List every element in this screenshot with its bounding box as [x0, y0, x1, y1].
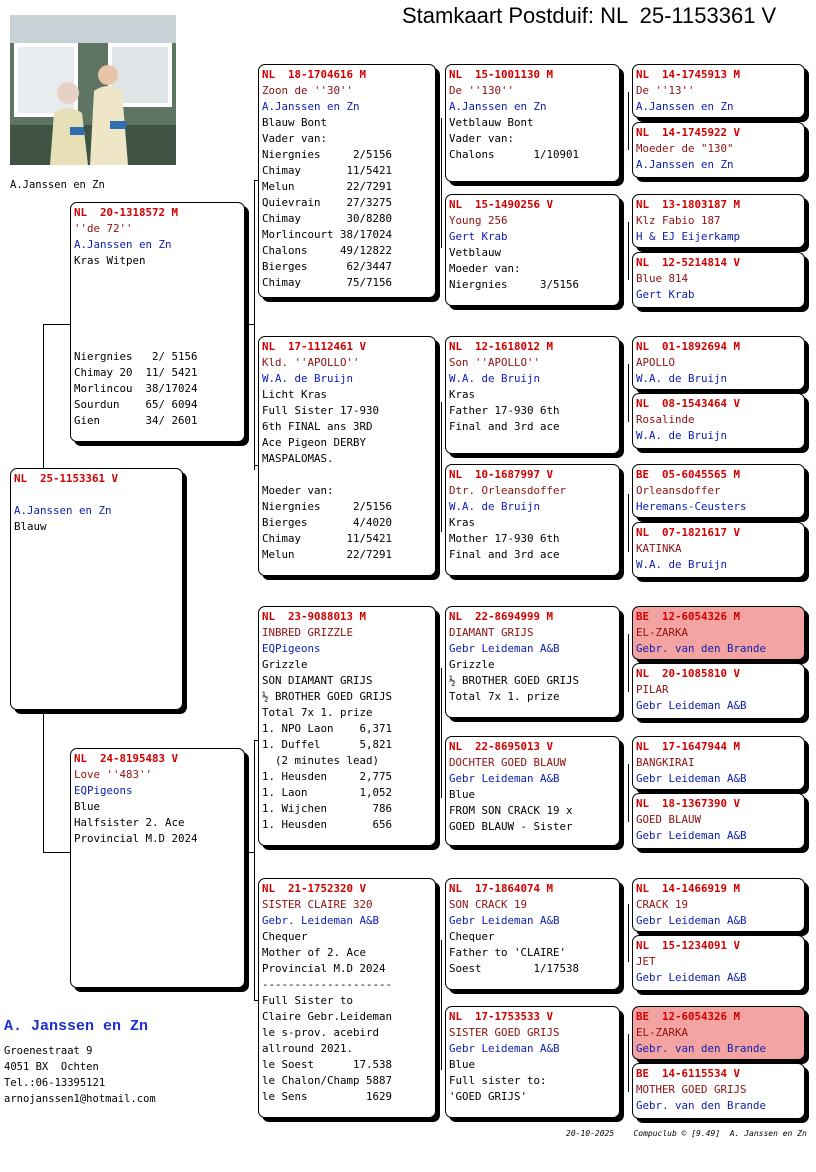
connector-line: [254, 180, 255, 470]
pigeon-info-line: 1. NPO Laon 6,371: [262, 722, 393, 735]
pigeon-name: De ''130'': [449, 84, 515, 97]
pigeon-name: Dtr. Orleansdoffer: [449, 484, 567, 497]
pigeon-info-line: Mother 17-930 6th: [449, 532, 560, 545]
pigeon-card-gg-12[interactable]: [632, 793, 805, 849]
pigeon-info-line: Father 17-930 6th: [449, 404, 560, 417]
pigeon-card-great-1[interactable]: [445, 64, 620, 182]
pigeon-info-line: 6th FINAL ans 3RD: [262, 420, 373, 433]
pigeon-info-line: Bierges 62/3447: [262, 260, 393, 273]
ring-number: NL 20-1085810 V: [636, 667, 741, 680]
pigeon-info-line: Melun 22/7291: [262, 180, 393, 193]
owner-email[interactable]: arnojanssen1@hotmail.com: [4, 1093, 156, 1105]
pigeon-info-line: MASPALOMAS.: [262, 452, 334, 465]
ring-number: NL 20-1318572 M: [74, 206, 179, 219]
connector-line: [43, 324, 71, 325]
pigeon-info-line: ½ BROTHER GOED GRIJS: [262, 690, 393, 703]
connector-line: [628, 92, 629, 150]
pigeon-name: KATINKA: [636, 542, 682, 555]
connector-line: [628, 634, 629, 692]
pigeon-info-line: Father to 'CLAIRE': [449, 946, 567, 959]
pigeon-name: APOLLO: [636, 356, 676, 369]
breeder-name: A.Janssen en Zn: [14, 504, 112, 517]
pigeon-info-line: Quievrain 27/3275: [262, 196, 393, 209]
pigeon-info-line: Halfsister 2. Ace: [74, 816, 185, 829]
pigeon-name: Love ''483'': [74, 768, 153, 781]
pigeon-name: Rosalinde: [636, 413, 695, 426]
ring-number: NL 14-1745922 V: [636, 126, 741, 139]
pigeon-name: JET: [636, 955, 656, 968]
pigeon-info-line: Chimay 11/5421: [262, 164, 393, 177]
pigeon-info-line: Kras: [449, 388, 476, 401]
pigeon-name: GOED BLAUW: [636, 813, 702, 826]
pigeon-card-gg-15[interactable]: [632, 1006, 805, 1060]
pigeon-name: CRACK 19: [636, 898, 689, 911]
connector-line: [247, 852, 255, 853]
connector-line: [628, 764, 629, 822]
pigeon-info-line: allround 2021.: [262, 1042, 354, 1055]
ring-number: NL 18-1367390 V: [636, 797, 741, 810]
ring-number: NL 17-1112461 V: [262, 340, 367, 353]
breeder-name: Gert Krab: [636, 288, 695, 301]
pigeon-name: SISTER CLAIRE 320: [262, 898, 373, 911]
ring-number: NL 24-8195483 V: [74, 752, 179, 765]
pigeon-card-gg-6[interactable]: [632, 393, 805, 449]
connector-line: [628, 222, 629, 280]
ring-number: NL 22-8695013 V: [449, 740, 554, 753]
pigeon-info-line: le Chalon/Champ 5887: [262, 1074, 393, 1087]
pigeon-name: ''de 72'': [74, 222, 133, 235]
pigeon-card-gg-4[interactable]: [632, 252, 805, 308]
pigeon-info-line: Chequer: [262, 930, 308, 943]
pigeon-info-line: Morlincourt 38/17024: [262, 228, 393, 241]
ring-number: NL 14-1745913 M: [636, 68, 741, 81]
pigeon-card-gg-3[interactable]: [632, 194, 805, 248]
pigeon-name: Kld. ''APOLLO'': [262, 356, 360, 369]
pigeon-card-dam-sire[interactable]: [258, 606, 436, 846]
pigeon-info-line: Vader van:: [262, 132, 328, 145]
ring-number: NL 17-1753533 V: [449, 1010, 554, 1023]
breeder-name: Gert Krab: [449, 230, 508, 243]
pigeon-info-line: Blue: [449, 1058, 476, 1071]
ring-number: NL 15-1234091 V: [636, 939, 741, 952]
pigeon-name: Klz Fabio 187: [636, 214, 721, 227]
pigeon-card-gg-2[interactable]: [632, 122, 805, 178]
pigeon-info-line: Blauw Bont: [262, 116, 328, 129]
pigeon-card-great-6[interactable]: [445, 736, 620, 846]
pigeon-info-line: Grizzle: [449, 658, 495, 671]
pigeon-info-line: Soest 1/17538: [449, 962, 580, 975]
ring-number: NL 14-1466919 M: [636, 882, 741, 895]
pigeon-name: DOCHTER GOED BLAUW: [449, 756, 567, 769]
pigeon-info-line: Final and 3rd ace: [449, 420, 560, 433]
pigeon-info-line: Mother of 2. Ace: [262, 946, 367, 959]
breeder-name: A.Janssen en Zn: [74, 238, 172, 251]
connector-line: [628, 904, 629, 962]
pigeon-card-gg-14[interactable]: [632, 935, 805, 991]
pigeon-info-line: Blauw: [14, 520, 47, 533]
pigeon-info-line: 1. Heusden 656: [262, 818, 393, 831]
owner-name: A. Janssen en Zn: [4, 1018, 149, 1035]
pigeon-card-gg-8[interactable]: [632, 522, 805, 578]
pigeon-card-sire-dam[interactable]: [258, 336, 436, 576]
pigeon-info-line: [14, 487, 179, 503]
pigeon-info-line: Ace Pigeon DERBY: [262, 436, 367, 449]
breeder-name: W.A. de Bruijn: [262, 372, 354, 385]
connector-line: [247, 324, 255, 325]
pigeon-info-line: 1. Heusden 2,775: [262, 770, 393, 783]
breeder-name: W.A. de Bruijn: [449, 500, 541, 513]
pigeon-card-gg-11[interactable]: [632, 736, 805, 790]
owner-city: 4051 BX Ochten: [4, 1061, 99, 1073]
pigeon-card-gg-5[interactable]: [632, 336, 805, 390]
pigeon-info-line: Chimay 30/8280: [262, 212, 393, 225]
pigeon-card-great-2[interactable]: [445, 194, 620, 306]
pigeon-info-line: Bierges 4/4020: [262, 516, 393, 529]
pigeon-card-gg-13[interactable]: [632, 878, 805, 932]
page-title: Stamkaart Postduif: NL 25-1153361 V: [402, 3, 777, 28]
pigeon-info-line: [262, 467, 432, 483]
pigeon-info-line: Niergnies 2/ 5156: [74, 350, 198, 363]
pigeon-info-line: Chimay 75/7156: [262, 276, 393, 289]
breeder-name: A.Janssen en Zn: [262, 100, 360, 113]
breeder-name: A.Janssen en Zn: [449, 100, 547, 113]
breeder-name: Heremans-Ceusters: [636, 500, 747, 513]
breeder-name: A.Janssen en Zn: [636, 100, 734, 113]
breeder-name: W.A. de Bruijn: [449, 372, 541, 385]
pigeon-info-line: Final and 3rd ace: [449, 548, 560, 561]
pigeon-info-line: Vader van:: [449, 132, 515, 145]
pigeon-info-line: Chimay 20 11/ 5421: [74, 366, 198, 379]
ring-number: NL 17-1864074 M: [449, 882, 554, 895]
pigeon-info-line: GOED BLAUW - Sister: [449, 820, 573, 833]
pigeon-card-great-4[interactable]: [445, 464, 620, 576]
breeder-name: W.A. de Bruijn: [636, 429, 728, 442]
pigeon-card-sire-sire[interactable]: [258, 64, 436, 298]
pigeon-info-line: 1. Duffel 5,821: [262, 738, 393, 751]
pigeon-name: Son ''APOLLO'': [449, 356, 541, 369]
ring-number: NL 18-1704616 M: [262, 68, 367, 81]
pigeon-info-line: le Soest 17.538: [262, 1058, 393, 1071]
ring-number: BE 14-6115534 V: [636, 1067, 741, 1080]
pigeon-info-line: Full sister to:: [449, 1074, 547, 1087]
pigeon-name: Young 256: [449, 214, 508, 227]
breeder-name: W.A. de Bruijn: [636, 372, 728, 385]
pigeon-info-line: 1. Laon 1,052: [262, 786, 393, 799]
owner-photo: [10, 15, 176, 165]
owner-street: Groenestraat 9: [4, 1045, 93, 1057]
pigeon-name: Orleansdoffer: [636, 484, 721, 497]
ring-number: NL 15-1490256 V: [449, 198, 554, 211]
connector-line: [441, 940, 442, 1070]
pigeon-info-line: Chimay 11/5421: [262, 532, 393, 545]
pigeon-info-line: Moeder van:: [262, 484, 334, 497]
pigeon-info-line: Chalons 1/10901: [449, 148, 580, 161]
connector-line: [628, 364, 629, 422]
pigeon-card-gg-1[interactable]: [632, 64, 805, 118]
pigeon-card-gg-9[interactable]: [632, 606, 805, 660]
pigeon-info-line: [74, 301, 241, 317]
owner-photo-image: [10, 15, 176, 165]
pigeon-info-line: Full Sister to: [262, 994, 354, 1007]
pigeon-card-great-3[interactable]: [445, 336, 620, 454]
footer-stamp: 20-10-2025 Compuclub © [9.49] A. Janssen en Zn: [566, 1129, 807, 1138]
pigeon-info-line: Kras Witpen: [74, 254, 146, 267]
connector-line: [441, 402, 442, 532]
ring-number: NL 22-8694999 M: [449, 610, 554, 623]
breeder-name: Gebr. Leideman A&B: [262, 914, 380, 927]
pigeon-card-sire[interactable]: [70, 202, 245, 442]
pigeon-name: Blue 814: [636, 272, 689, 285]
pigeon-info-line: Vetblauw: [449, 246, 502, 259]
pigeon-info-line: Morlincou 38/17024: [74, 382, 198, 395]
ring-number: NL 15-1001130 M: [449, 68, 554, 81]
ring-number: NL 12-5214814 V: [636, 256, 741, 269]
pigeon-info-line: Blue: [74, 800, 101, 813]
connector-line: [254, 740, 255, 1000]
ring-number: NL 21-1752320 V: [262, 882, 367, 895]
owner-phone: Tel.:06-13395121: [4, 1077, 106, 1089]
pigeon-info-line: [74, 333, 241, 349]
pigeon-card-great-5[interactable]: [445, 606, 620, 718]
pigeon-info-line: Chequer: [449, 930, 495, 943]
pigeon-info-line: Sourdun 65/ 6094: [74, 398, 198, 411]
breeder-name: Gebr Leideman A&B: [636, 829, 747, 842]
connector-line: [43, 324, 44, 470]
pigeon-info-line: Niergnies 2/5156: [262, 148, 393, 161]
breeder-name: A.Janssen en Zn: [636, 158, 734, 171]
breeder-name: Gebr Leideman A&B: [636, 699, 747, 712]
pigeon-info-line: Gien 34/ 2601: [74, 414, 198, 427]
pigeon-card-dam-dam[interactable]: [258, 878, 436, 1118]
pigeon-name: BANGKIRAI: [636, 756, 695, 769]
pigeon-card-great-8[interactable]: [445, 1006, 620, 1118]
ring-number: BE 12-6054326 M: [636, 1010, 741, 1023]
pigeon-name: PILAR: [636, 683, 669, 696]
pigeon-info-line: le Sens 1629: [262, 1090, 393, 1103]
pigeon-info-line: Full Sister 17-930: [262, 404, 380, 417]
ring-number: NL 25-1153361 V: [14, 472, 119, 485]
connector-line: [628, 1034, 629, 1092]
pigeon-info-line: Blue: [449, 788, 476, 801]
breeder-name: Gebr Leideman A&B: [636, 772, 747, 785]
connector-line: [628, 494, 629, 552]
pigeon-info-line: Grizzle: [262, 658, 308, 671]
connector-line: [441, 668, 442, 798]
pigeon-info-line: Provincial M.D 2024: [74, 832, 198, 845]
pigeon-info-line: 'GOED GRIJS': [449, 1090, 528, 1103]
pigeon-card-great-7[interactable]: [445, 878, 620, 990]
breeder-name: Gebr Leideman A&B: [449, 642, 560, 655]
ring-number: BE 12-6054326 M: [636, 610, 741, 623]
pigeon-info-line: [74, 285, 241, 301]
ring-number: NL 01-1892694 M: [636, 340, 741, 353]
ring-number: NL 17-1647944 M: [636, 740, 741, 753]
pigeon-info-line: Provincial M.D 2024: [262, 962, 386, 975]
ring-number: NL 10-1687997 V: [449, 468, 554, 481]
breeder-name: Gebr Leideman A&B: [449, 914, 560, 927]
pigeon-info-line: Total 7x 1. prize: [262, 706, 373, 719]
pigeon-name: SISTER GOED GRIJS: [449, 1026, 560, 1039]
pigeon-info-line: Chalons 49/12822: [262, 244, 393, 257]
connector-line: [43, 712, 44, 852]
pigeon-info-line: Niergnies 3/5156: [449, 278, 580, 291]
pigeon-name: SON CRACK 19: [449, 898, 528, 911]
pigeon-info-line: (2 minutes lead): [262, 754, 380, 767]
pigeon-info-line: Kras: [449, 516, 476, 529]
breeder-name: Gebr. van den Brande: [636, 1042, 767, 1055]
pigeon-card-gg-10[interactable]: [632, 663, 805, 719]
breeder-name: Gebr Leideman A&B: [636, 971, 747, 984]
pigeon-name: INBRED GRIZZLE: [262, 626, 354, 639]
pigeon-info-line: Niergnies 2/5156: [262, 500, 393, 513]
pigeon-info-line: Vetblauw Bont: [449, 116, 534, 129]
breeder-name: Gebr. van den Brande: [636, 1099, 767, 1112]
ring-number: NL 23-9088013 M: [262, 610, 367, 623]
pigeon-info-line: Melun 22/7291: [262, 548, 393, 561]
ring-number: BE 05-6045565 M: [636, 468, 741, 481]
pigeon-name: De ''13'': [636, 84, 695, 97]
pigeon-info-line: le s-prov. acebird: [262, 1026, 380, 1039]
connector-line: [43, 852, 71, 853]
photo-caption: A.Janssen en Zn: [10, 179, 105, 191]
breeder-name: EQPigeons: [262, 642, 321, 655]
pigeon-name: EL-ZARKA: [636, 1026, 689, 1039]
pigeon-info-line: Moeder van:: [449, 262, 521, 275]
ring-number: NL 12-1618012 M: [449, 340, 554, 353]
breeder-name: W.A. de Bruijn: [636, 558, 728, 571]
pigeon-info-line: 1. Wijchen 786: [262, 802, 393, 815]
pigeon-name: Moeder de "130": [636, 142, 734, 155]
pigeon-info-line: [74, 317, 241, 333]
breeder-name: Gebr Leideman A&B: [449, 772, 560, 785]
pigeon-card-dam[interactable]: [70, 748, 245, 988]
pigeon-card-gg-7[interactable]: [632, 464, 805, 518]
pigeon-info-line: [74, 269, 241, 285]
breeder-name: Gebr. van den Brande: [636, 642, 767, 655]
pigeon-info-line: ½ BROTHER GOED GRIJS: [449, 674, 580, 687]
pigeon-info-line: Total 7x 1. prize: [449, 690, 560, 703]
pigeon-info-line: FROM SON CRACK 19 x: [449, 804, 573, 817]
pigeon-card-subject[interactable]: [10, 468, 183, 710]
ring-number: NL 13-1803187 M: [636, 198, 741, 211]
pigeon-name: DIAMANT GRIJS: [449, 626, 534, 639]
pigeon-name: EL-ZARKA: [636, 626, 689, 639]
pigeon-name: MOTHER GOED GRIJS: [636, 1083, 747, 1096]
ring-number: NL 07-1821617 V: [636, 526, 741, 539]
pigeon-info-line: Claire Gebr.Leideman: [262, 1010, 393, 1023]
pigeon-info-line: --------------------: [262, 978, 393, 991]
pigeon-info-line: Licht Kras: [262, 388, 328, 401]
breeder-name: H & EJ Eijerkamp: [636, 230, 741, 243]
ring-number: NL 08-1543464 V: [636, 397, 741, 410]
pigeon-info-line: SON DIAMANT GRIJS: [262, 674, 373, 687]
breeder-name: Gebr Leideman A&B: [636, 914, 747, 927]
breeder-name: Gebr Leideman A&B: [449, 1042, 560, 1055]
connector-line: [441, 118, 442, 248]
pigeon-card-gg-16[interactable]: [632, 1063, 805, 1119]
breeder-name: EQPigeons: [74, 784, 133, 797]
pigeon-name: Zoon de ''30'': [262, 84, 354, 97]
